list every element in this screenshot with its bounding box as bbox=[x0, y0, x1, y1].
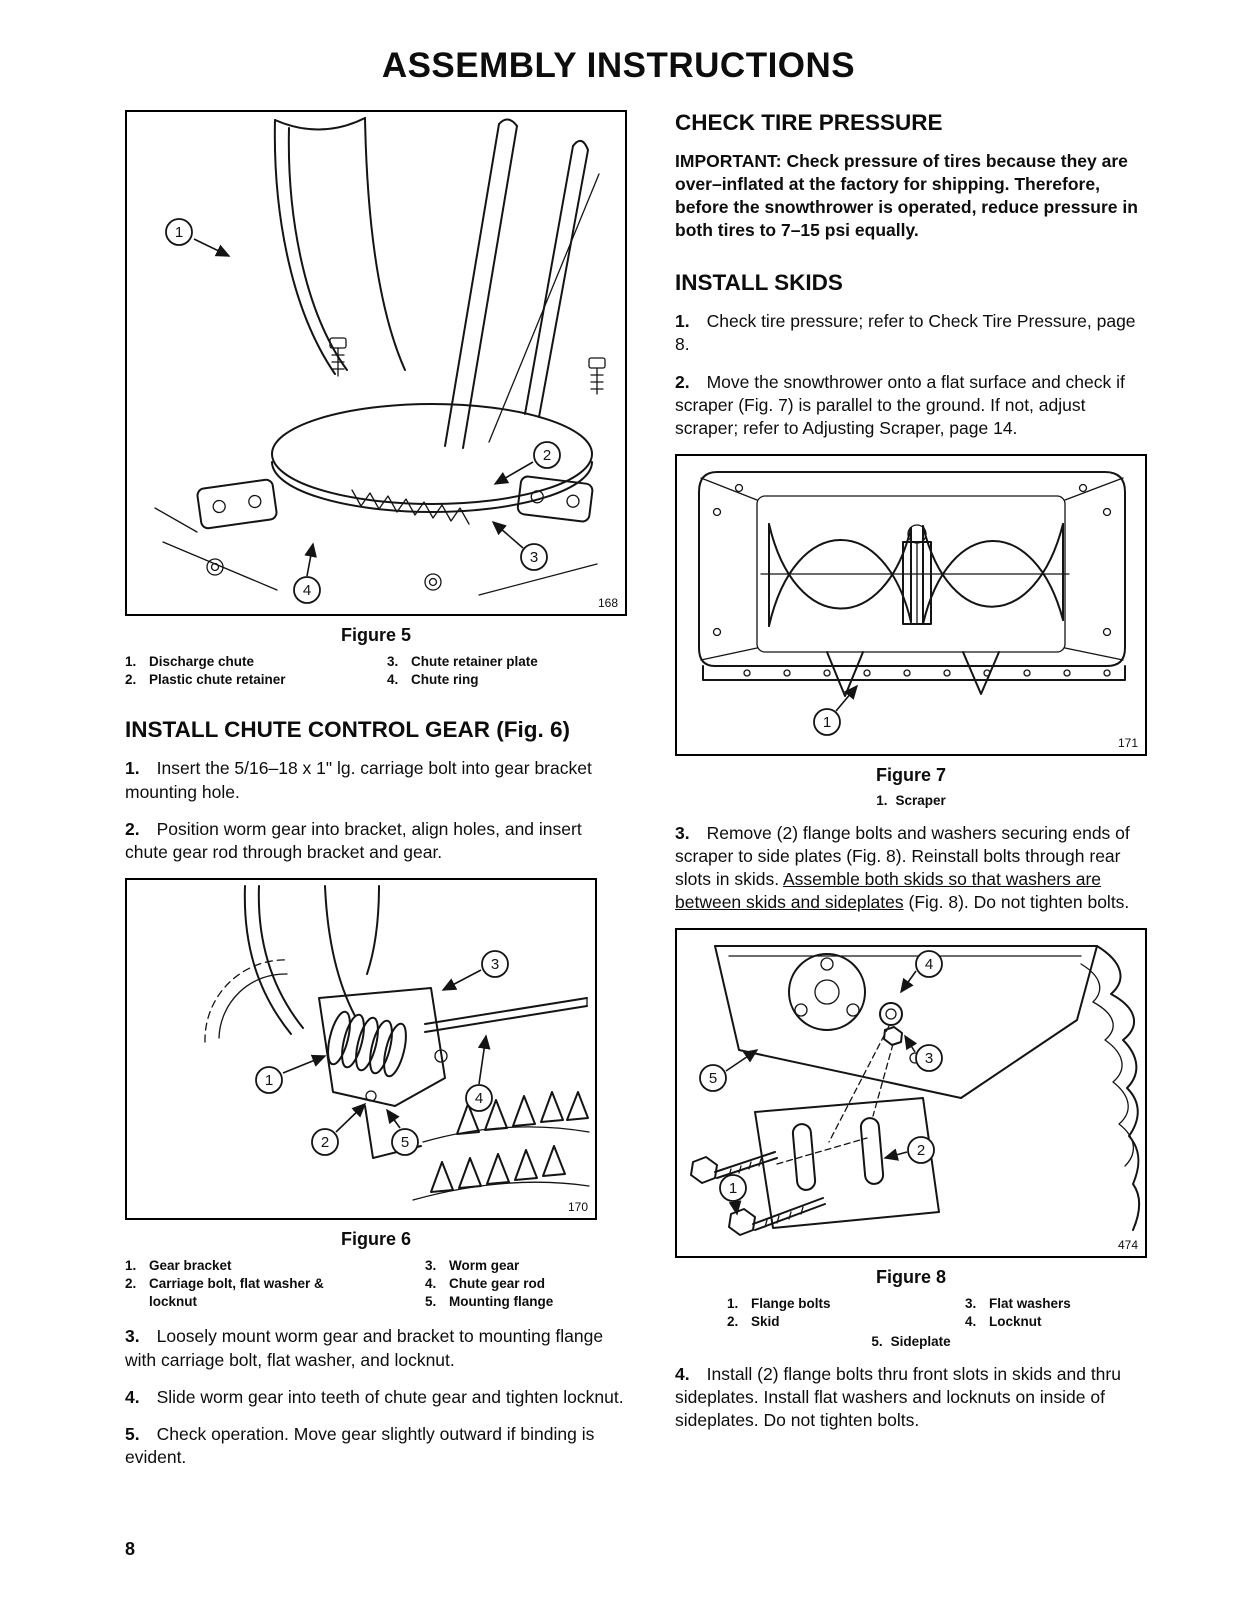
callout-1 bbox=[814, 686, 857, 735]
step-number: 1. bbox=[675, 311, 690, 332]
figure6-legend-col1 bbox=[125, 1257, 425, 1312]
figure5-legend-col1 bbox=[125, 653, 387, 689]
chute-gear-rod bbox=[425, 998, 587, 1032]
step-text: (Fig. 8). Do not tighten bolts. bbox=[903, 892, 1130, 913]
legend-item: 3. Flat washers bbox=[965, 1296, 1071, 1312]
figure5-caption: Figure 5 bbox=[340, 625, 411, 645]
callout-2 bbox=[885, 1137, 934, 1163]
step-text: Check operation. Move gear slightly outward if binding is evident. bbox=[125, 1423, 595, 1467]
step-number: 4. bbox=[125, 1386, 140, 1407]
svg-text:2: 2 bbox=[320, 1133, 330, 1151]
legend-item: 1. Discharge chute bbox=[125, 654, 255, 669]
left-step-3 bbox=[125, 1325, 627, 1371]
svg-text:4: 4 bbox=[474, 1089, 484, 1107]
figure7-caption: Figure 7 bbox=[875, 764, 946, 785]
svg-text:1: 1 bbox=[264, 1071, 274, 1089]
right-step-1 bbox=[675, 310, 1147, 356]
install-skids-heading: INSTALL SKIDS bbox=[675, 270, 843, 296]
figure8-legend-col2 bbox=[965, 1295, 1071, 1331]
step-text: Position worm gear into bracket, align holes, and insert chute gear rod through bracket and gear. bbox=[125, 818, 582, 862]
figure6-caption: Figure 6 bbox=[340, 1228, 411, 1249]
figure8-caption: Figure 8 bbox=[875, 1267, 946, 1288]
callout-1 bbox=[166, 219, 229, 256]
left-step-5 bbox=[125, 1423, 627, 1469]
figure6-drawing bbox=[127, 880, 595, 1218]
figure5-corner-number: 168 bbox=[597, 596, 618, 610]
step-text: Insert the 5/16–18 x 1" lg. carriage bolt into gear bracket mounting hole. bbox=[125, 758, 592, 802]
step-number: 3. bbox=[125, 1326, 140, 1347]
callout-1 bbox=[720, 1175, 746, 1214]
legend-item: 2. Carriage bolt, flat washer & locknut bbox=[125, 1276, 324, 1310]
figure6-corner-number: 170 bbox=[567, 1199, 588, 1214]
callout-4 bbox=[466, 1036, 492, 1111]
chute-gear-teeth bbox=[413, 1089, 589, 1200]
right-column bbox=[675, 110, 1147, 1469]
svg-text:5: 5 bbox=[400, 1133, 410, 1151]
callout-3 bbox=[493, 522, 547, 570]
page-title: ASSEMBLY INSTRUCTIONS bbox=[381, 46, 856, 85]
figure8-corner-number: 474 bbox=[1117, 1238, 1138, 1253]
callout-4 bbox=[294, 544, 320, 603]
figure5-drawing bbox=[127, 112, 625, 614]
figure7-corner-number: 171 bbox=[1117, 735, 1138, 750]
legend-item: 5. Mounting flange bbox=[425, 1294, 554, 1310]
step-number: 3. bbox=[675, 822, 690, 843]
step-number: 2. bbox=[675, 371, 690, 392]
callout-5 bbox=[700, 1050, 757, 1091]
callout-3 bbox=[905, 1036, 942, 1071]
callout-4 bbox=[901, 951, 942, 992]
page-number: 8 bbox=[125, 1539, 136, 1559]
figure7-box bbox=[675, 454, 1147, 756]
install-chute-control-gear-heading: INSTALL CHUTE CONTROL GEAR (Fig. 6) bbox=[125, 717, 570, 743]
svg-text:4: 4 bbox=[924, 956, 934, 974]
legend-item: 2. Plastic chute retainer bbox=[125, 672, 286, 688]
legend-item: 3. Worm gear bbox=[425, 1257, 520, 1273]
right-step-2 bbox=[675, 371, 1147, 440]
figure5-box bbox=[125, 110, 627, 616]
augers bbox=[761, 524, 1069, 696]
svg-text:2: 2 bbox=[542, 447, 552, 464]
scraper-bar bbox=[703, 666, 1125, 680]
legend-item: 4. Locknut bbox=[965, 1314, 1042, 1330]
svg-text:3: 3 bbox=[490, 955, 500, 973]
figure8-drawing bbox=[677, 930, 1145, 1256]
step-number: 5. bbox=[125, 1423, 140, 1444]
callout-5 bbox=[387, 1110, 418, 1155]
step-number: 4. bbox=[675, 1363, 690, 1384]
left-column bbox=[125, 110, 627, 1469]
step-text-underlined: Assemble both skids so that washers are between skids and sideplates bbox=[675, 869, 1102, 913]
legend-item: 1. Flange bolts bbox=[727, 1296, 831, 1312]
step-text: Move the snowthrower onto a flat surface and check if scraper (Fig. 7) is parallel to the ground. If not, adjust scraper; refer to Adjusting Scraper, page 14. bbox=[675, 371, 1125, 438]
worm-gear bbox=[324, 1009, 411, 1078]
figure5-legend-col2 bbox=[387, 653, 538, 689]
step-text: Slide worm gear into teeth of chute gear and tighten locknut. bbox=[156, 1386, 624, 1407]
figure6-legend bbox=[125, 1257, 627, 1312]
svg-text:3: 3 bbox=[924, 1050, 934, 1068]
crank-rods bbox=[445, 119, 599, 448]
figure8-legend-center: 5. Sideplate bbox=[871, 1333, 951, 1349]
callout-3 bbox=[443, 951, 508, 990]
two-column-layout bbox=[0, 110, 1237, 1469]
callout-1 bbox=[256, 1056, 325, 1093]
important-note: IMPORTANT: Check pressure of tires because they are over–inflated at the factory for shipping. Therefore, before the snowthrower is operated, reduce pressure in both tires to 7–15 psi equally. bbox=[675, 151, 1138, 241]
left-step-4 bbox=[125, 1386, 627, 1409]
svg-text:4: 4 bbox=[302, 582, 312, 599]
svg-text:1: 1 bbox=[822, 713, 832, 731]
legend-item: 4. Chute ring bbox=[387, 672, 479, 688]
right-step-3 bbox=[675, 822, 1147, 914]
check-tire-pressure-heading: CHECK TIRE PRESSURE bbox=[675, 110, 943, 135]
figure7-drawing bbox=[677, 456, 1145, 754]
callout-2 bbox=[312, 1104, 365, 1155]
step-text: Remove (2) flange bolts and washers securing ends of scraper to side plates (Fig. 8). Reinstall bolts through rear slots in skids. bbox=[675, 822, 1130, 890]
legend-item: 2. Skid bbox=[727, 1314, 780, 1330]
figure6-legend-col2 bbox=[425, 1257, 553, 1312]
left-step-2 bbox=[125, 818, 627, 864]
gear-bracket bbox=[319, 988, 447, 1158]
svg-text:5: 5 bbox=[708, 1070, 718, 1088]
sideplate bbox=[715, 946, 1097, 1098]
svg-text:1: 1 bbox=[728, 1180, 738, 1198]
figure7-legend: 1. Scraper bbox=[876, 792, 946, 808]
step-text: Loosely mount worm gear and bracket to mounting flange with carriage bolt, flat washer, and locknut. bbox=[125, 1326, 604, 1370]
svg-text:1: 1 bbox=[174, 224, 184, 241]
right-step-4 bbox=[675, 1363, 1147, 1432]
legend-item: 1. Gear bracket bbox=[125, 1257, 232, 1273]
flange-bolts bbox=[691, 1152, 825, 1235]
figure8-box bbox=[675, 928, 1147, 1258]
legend-item: 4. Chute gear rod bbox=[425, 1276, 546, 1292]
svg-text:2: 2 bbox=[916, 1142, 926, 1160]
figure6-box bbox=[125, 878, 597, 1220]
discharge-chute bbox=[275, 118, 405, 374]
legend-item: 3. Chute retainer plate bbox=[387, 654, 538, 669]
step-number: 2. bbox=[125, 818, 140, 839]
figure8-legend bbox=[675, 1295, 1147, 1331]
figure8-legend-col1 bbox=[727, 1295, 965, 1331]
step-text: Install (2) flange bolts thru front slots in skids and thru sideplates. Install flat washers and locknuts on inside of sideplates. Do not tighten bolts. bbox=[675, 1363, 1121, 1430]
step-text: Check tire pressure; refer to Check Tire Pressure, page 8. bbox=[675, 311, 1136, 355]
auger-flighting bbox=[1081, 946, 1139, 1230]
svg-text:3: 3 bbox=[529, 549, 539, 566]
left-step-1 bbox=[125, 757, 627, 803]
callout-2 bbox=[495, 442, 560, 484]
step-number: 1. bbox=[125, 758, 140, 779]
figure5-legend bbox=[125, 653, 627, 689]
